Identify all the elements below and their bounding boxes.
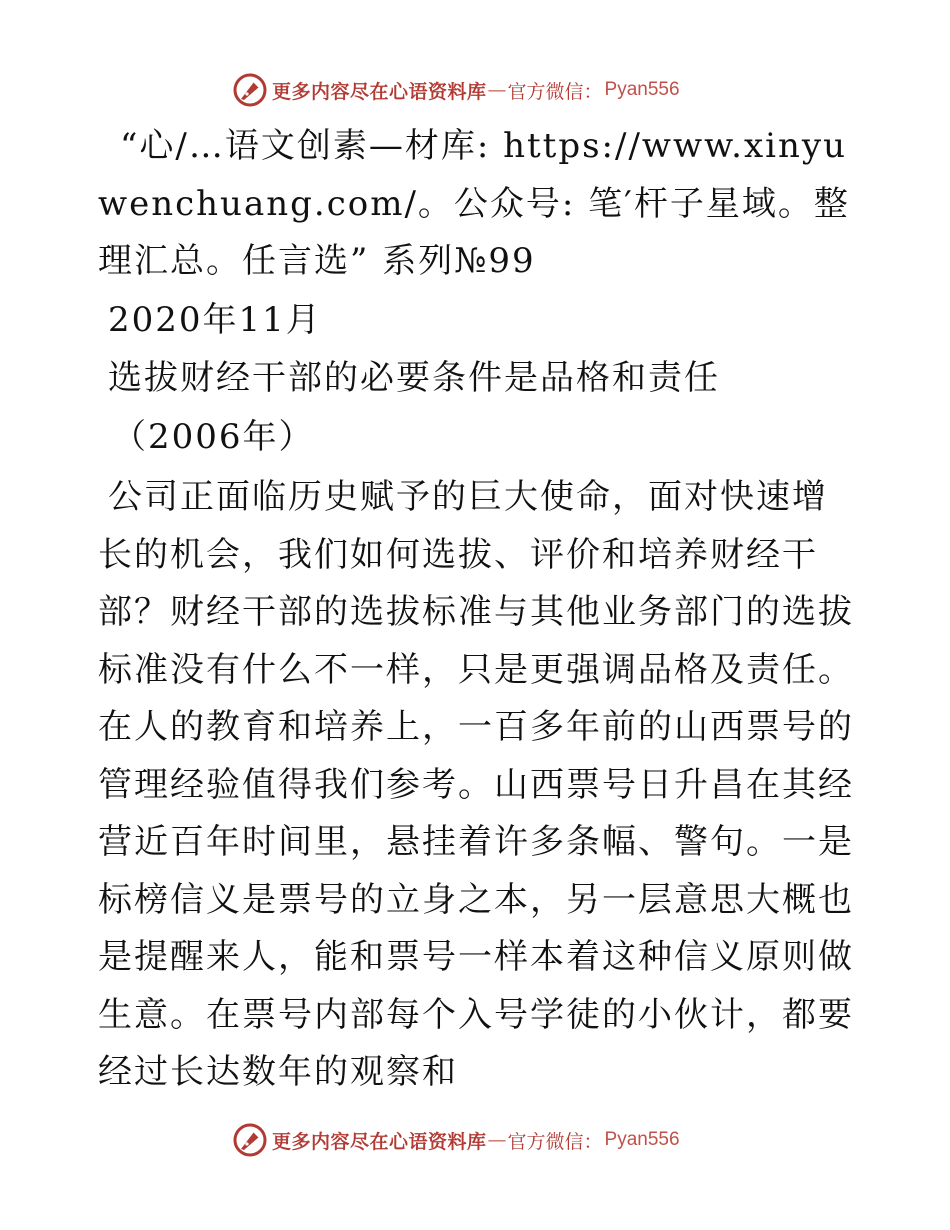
document-date: 2020年11月 bbox=[108, 299, 322, 340]
pen-nib-logo-icon bbox=[232, 72, 268, 108]
footer-watermark-banner bbox=[0, 1120, 950, 1160]
header-banner-inner bbox=[232, 70, 680, 110]
footer-wechat-id: Pyan556 bbox=[604, 1129, 680, 1150]
header-wechat-id: Pyan556 bbox=[604, 79, 680, 100]
body-paragraph: 公司正面临历史赋予的巨大使命，面对快速增长的机会，我们如何选拔、评价和培养财经干部？财经干部的选拔标准与其他业务部门的选拔标准没有什么不一样，只是更强调品格及责任。在人的教育和培养上，一百多年前的山西票号的管理经验值得我们参考。山西票号日升昌在其经营近百年时间里，悬挂着许多条幅、警句。一是标榜信义是票号的立身之本，另一层意思大概也是提醒来人，能和票号一样本着这种信义原则做生意。在票号内部每个入号学徒的小伙计，都要经过长达数年的观察和 bbox=[98, 477, 854, 1092]
document-content bbox=[98, 118, 858, 1102]
footer-brand-text: 更多内容尽在心语资料库 bbox=[272, 1130, 487, 1153]
header-watermark-banner bbox=[0, 70, 950, 110]
footer-wechat-label: 官方微信： bbox=[507, 1130, 603, 1153]
intro-paragraph: “心/…语文创素—材库: https://www.xinyuwenchuang.com/。公众号: 笔′杆子星域。整理汇总。任言选” 系列№99 bbox=[98, 126, 850, 281]
header-wechat-label: 官方微信： bbox=[507, 80, 603, 103]
header-brand-text: 更多内容尽在心语资料库 bbox=[272, 80, 487, 103]
footer-dash: — bbox=[487, 1129, 507, 1151]
footer-banner-inner bbox=[232, 1120, 680, 1160]
document-title: 选拔财经干部的必要条件是品格和责任 bbox=[108, 358, 720, 398]
document-year: （2006年） bbox=[112, 416, 315, 457]
header-dash: — bbox=[487, 79, 507, 101]
pen-nib-logo-icon bbox=[232, 1122, 268, 1158]
